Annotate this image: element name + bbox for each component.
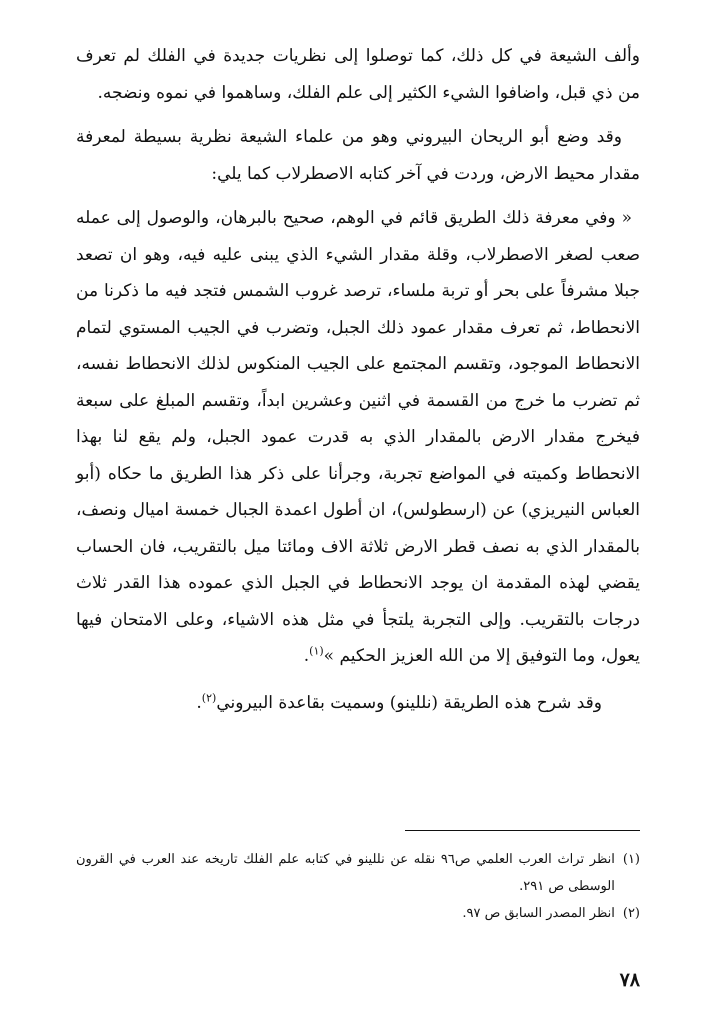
footnote-mark: (١) [622,852,640,867]
paragraph-biruni-theory: وقد وضع أبو الريحان البيروني وهو من علماء الشيعة نظرية بسيطة لمعرفة مقدار محيط الارض، وردت في آخر كتابه الاصطرلاب كما يلي: [76,127,640,184]
page-number: ٧٨ [619,969,640,991]
footnote-text: انظر تراث العرب العلمي ص٩٦ نقله عن نللينو في كتابه علم الفلك تاريخه عند العرب في القرون الوسطى ص ٢٩١. [76,852,615,894]
footnote-separator [405,830,640,831]
footnote-item [76,900,640,927]
paragraph-shia-astronomy: وألف الشيعة في كل ذلك، كما توصلوا إلى نظريات جديدة في الفلك لم تعرف من ذي قبل، واضافوا الشيء الكثير إلى علم الفلك، وساهموا في نموه ونضجه. [76,46,640,103]
paragraph-nallino-rule [76,685,640,722]
footnote-mark: (٢) [622,906,640,921]
book-page [76,38,640,998]
nallino-end-punctuation: . [196,692,202,713]
quotation-end-punctuation: . [303,646,310,666]
paragraph-biruni-quotation [76,200,640,675]
quotation-text: « وفي معرفة ذلك الطريق قائم في الوهم، صحيح بالبرهان، والوصول إلى عمله صعب لصغر الاصطرلاب، وقلة مقدار الشيء الذي يبنى عليه فيه، وهو ان تصعد جبلا مشرفاً على بحر أو تربة ملساء، ترصد غروب الشمس فتجد فيه ما ذكرنا من الانحطاط، ثم تعرف مقدار عمود ذلك الجبل، وتضرب في الجيب المستوي لتمام الانحطاط الموجود، وتقسم المجتمع على الجيب المنكوس لذلك الانحطاط نفسه، ثم تضرب ما خرج من القسمة في اثنين وعشرين ابداً، وتقسم المبلغ على سبعة فيخرج مقدار الارض بالمقدار الذي به قدرت عمود الجبل، ولم يقع لنا بهذا الانحطاط وكميته في المواضع تجربة، وجرأنا على ذكر هذا الطريق ما حكاه (أبو العباس النيريزي) عن (ارسطولس)، ان أطول اعمدة الجبال خمسة اميال ونصف، بالمقدار الذي به نصف قطر الارض ثلاثة الاف ومائتا ميل بالتقريب، فان الحساب يقضي لهذه المقدمة ان يوجد الانحطاط في الجبل الذي عموده هذا القدر ثلاث درجات بالتقريب. وإلى التجربة يلتجأ في مثل هذه الاشياء، وعلى الامتحان فيها يعول، وما التوفيق إلا من الله العزيز الحكيم » [76,208,640,666]
footnote-reference-1: (١) [309,644,324,658]
footnote-reference-2: (٢) [201,690,217,704]
nallino-rule-text: وقد شرح هذه الطريقة (نللينو) وسميت بقاعدة البيروني [216,692,602,713]
footnote-text: انظر المصدر السابق ص ٩٧. [462,906,615,921]
footnotes-list [76,846,640,927]
footnote-item [76,846,640,900]
